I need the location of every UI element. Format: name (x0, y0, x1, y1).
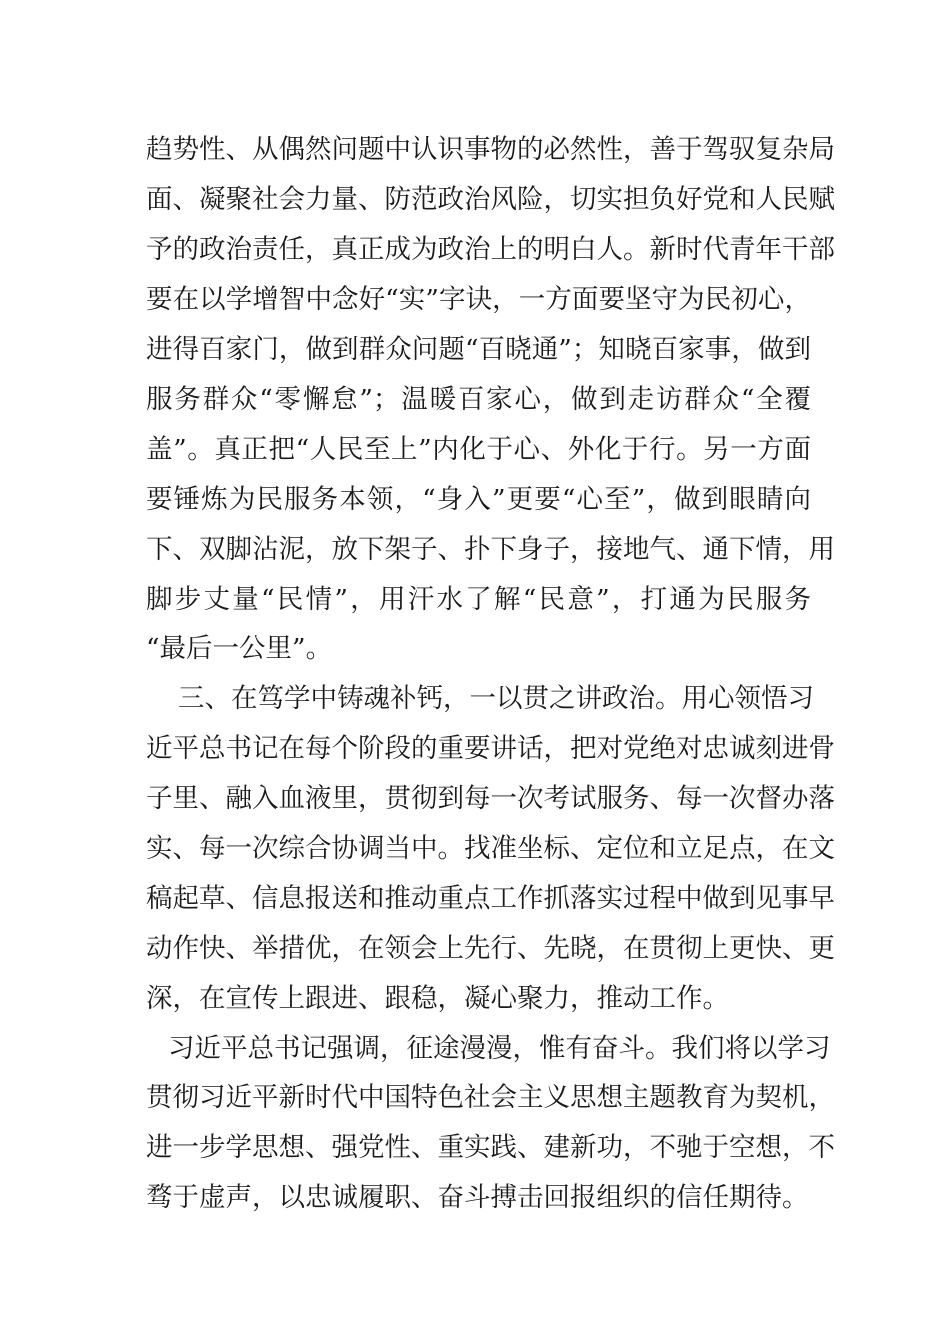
text-line: 习近平总书记强调，征途漫漫，惟有奋斗。我们将以学习 (168, 1033, 831, 1064)
text-line: 动作快、举措优，在领会上先行、先晓，在贯彻上更快、更 (146, 933, 835, 964)
text-line: 服务群众“零懈怠”；温暖百家心，做到走访群众“全覆 (146, 384, 811, 415)
text-line: 予的政治责任，真正成为政治上的明白人。新时代青年干部 (146, 234, 835, 265)
text-line: 近平总书记在每个阶段的重要讲话，把对党绝对忠诚刻进骨 (146, 733, 835, 764)
text-line: 脚步丈量“民情”，用汗水了解“民意”，打通为民服务 (146, 584, 811, 615)
text-line: 进得百家门，做到群众问题“百晓通”；知晓百家事，做到 (146, 334, 811, 365)
text-line: 骛于虚声，以忠诚履职、奋斗搏击回报组织的信任期待。 (146, 1182, 809, 1213)
text-line: 盖”。真正把“人民至上”内化于心、外化于行。另一方面 (146, 434, 811, 465)
text-line: “最后一公里”。 (146, 633, 333, 664)
text-line: 进一步学思想、强党性、重实践、建新功，不驰于空想，不 (146, 1132, 835, 1163)
text-line: 三、在笃学中铸魂补钙，一以贯之讲政治。用心领悟习 (178, 683, 814, 714)
text-line: 面、凝聚社会力量、防范政治风险，切实担负好党和人民赋 (146, 184, 835, 215)
text-line: 趋势性、从偶然问题中认识事物的必然性，善于驾驭复杂局 (146, 134, 835, 165)
text-line: 深，在宣传上跟进、跟稳，凝心聚力，推动工作。 (146, 983, 729, 1014)
text-line: 实、每一次综合协调当中。找准坐标、定位和立足点，在文 (146, 833, 835, 864)
text-line: 要在以学增智中念好“实”字诀，一方面要坚守为民初心， (146, 284, 811, 315)
text-line: 子里、融入血液里，贯彻到每一次考试服务、每一次督办落 (146, 783, 835, 814)
text-line: 要锤炼为民服务本领，“身入”更要“心至”，做到眼睛向 (146, 484, 811, 515)
text-line: 下、双脚沾泥，放下架子、扑下身子，接地气、通下情，用 (146, 534, 835, 565)
text-line: 贯彻习近平新时代中国特色社会主义思想主题教育为契机， (146, 1082, 835, 1113)
text-line: 稿起草、信息报送和推动重点工作抓落实过程中做到见事早 (146, 883, 835, 914)
